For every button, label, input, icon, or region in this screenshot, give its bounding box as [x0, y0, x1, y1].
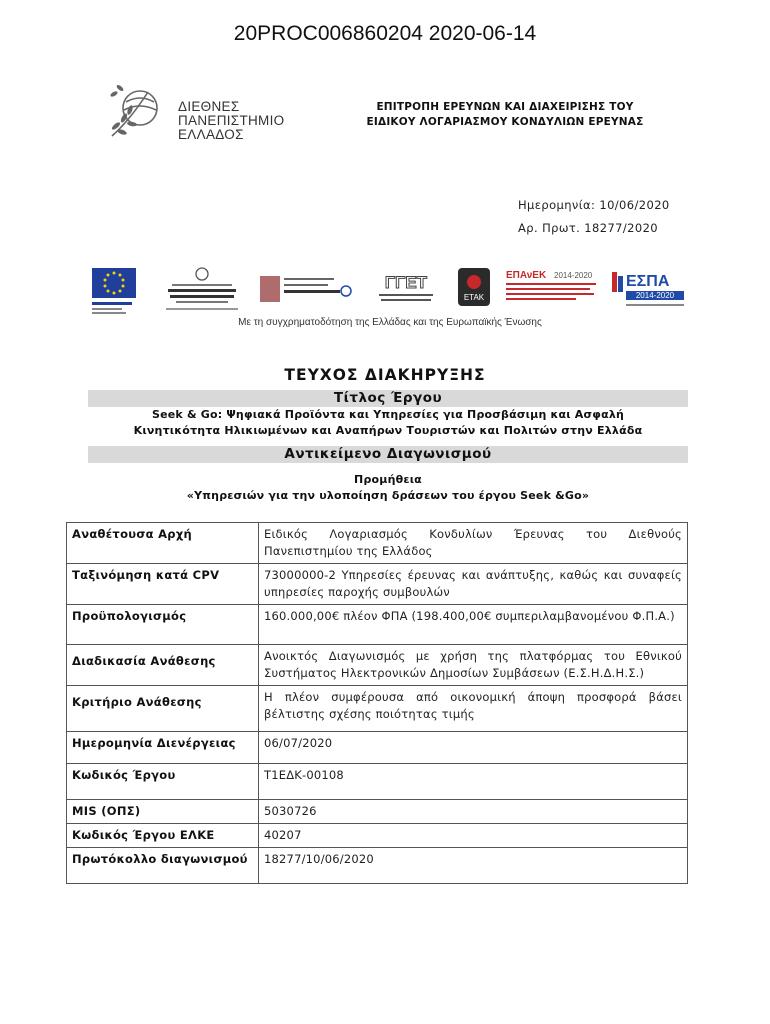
svg-text:2014-2020: 2014-2020 [635, 291, 675, 300]
table-row [67, 764, 688, 800]
table-row [67, 800, 688, 824]
row-value: 18277/10/06/2020 [259, 848, 688, 884]
row-key: Ταξινόμηση κατά CPV [67, 564, 259, 605]
table-row [67, 848, 688, 884]
tender-info-table [66, 522, 688, 884]
date-line: Ημερομηνία: 10/06/2020 [518, 198, 670, 212]
committee-heading [330, 100, 680, 130]
row-value: 40207 [259, 824, 688, 848]
cofunding-note: Με τη συγχρηματοδότηση της Ελλάδας και της Ευρωπαϊκής Ένωσης [238, 317, 542, 328]
row-value: 160.000,00€ πλέον ΦΠΑ (198.400,00€ συμπεριλαμβανομένου Φ.Π.Α.) [259, 605, 688, 645]
procurement-line-2: «Υπηρεσιών για την υλοποίηση δράσεων του έργου Seek &Go» [186, 489, 590, 502]
table-row [67, 686, 688, 732]
logo-line-2: ΠΑΝΕΠΙΣΤΗΜΙΟ [178, 113, 285, 128]
row-key: Αναθέτουσα Αρχή [67, 523, 259, 564]
olive-branch-icon [104, 80, 174, 146]
tender-title: ΤΕΥΧΟΣ ΔΙΑΚΗΡΥΞΗΣ [284, 366, 486, 384]
row-key: MIS (ΟΠΣ) [67, 800, 259, 824]
committee-line-1: ΕΠΙΤΡΟΠΗ ΕΡΕΥΝΩΝ ΚΑΙ ΔΙΑΧΕΙΡΙΣΗΣ ΤΟΥ [376, 101, 634, 113]
svg-text:ΕΠΑνΕΚ: ΕΠΑνΕΚ [506, 270, 547, 281]
row-key: Κωδικός Έργου ΕΛΚΕ [67, 824, 259, 848]
project-title-header: Τίτλος Έργου [88, 390, 688, 407]
procurement-description [88, 472, 688, 504]
espa-logo [610, 266, 690, 316]
logo-line-3: ΕΛΛΑΔΟΣ [178, 127, 244, 142]
row-value: Τ1ΕΔΚ-00108 [259, 764, 688, 800]
row-key: Κριτήριο Ανάθεσης [67, 686, 259, 732]
project-title [88, 407, 688, 439]
table-row [67, 564, 688, 605]
table-row [67, 523, 688, 564]
gsrt-logo [375, 266, 437, 316]
protocol-line: Αρ. Πρωτ. 18277/2020 [518, 221, 659, 235]
etak-logo [456, 266, 492, 316]
table-row [67, 645, 688, 686]
date-block [518, 194, 670, 240]
row-value: 06/07/2020 [259, 732, 688, 764]
ministry-development-logo [258, 266, 353, 316]
row-value: 5030726 [259, 800, 688, 824]
table-row [67, 824, 688, 848]
object-header: Αντικείμενο Διαγωνισμού [88, 446, 688, 463]
table-row [67, 732, 688, 764]
project-title-line-1: Seek & Go: Ψηφιακά Προϊόντα και Υπηρεσίες για Προσβάσιμη και Ασφαλή [151, 408, 625, 421]
svg-text:ΕΤΑΚ: ΕΤΑΚ [463, 293, 485, 302]
document-id: 20PROC006860204 2020-06-14 [233, 22, 537, 45]
svg-text:ΓΓΕΤ: ΓΓΕΤ [384, 273, 428, 292]
eu-flag-logo [90, 266, 146, 316]
project-title-line-2: Κινητικότητα Ηλικιωμένων και Αναπήρων Τουριστών και Πολιτών στην Ελλάδα [133, 424, 643, 437]
ministry-economy-logo [162, 266, 242, 316]
row-value: 73000000-2 Υπηρεσίες έρευνας και ανάπτυξης, καθώς και συναφείς υπηρεσίες παροχής συμβουλών [259, 564, 688, 605]
row-key: Διαδικασία Ανάθεσης [67, 645, 259, 686]
row-key: Πρωτόκολλο διαγωνισμού [67, 848, 259, 884]
row-key: Ημερομηνία Διενέργειας [67, 732, 259, 764]
row-value: Η πλέον συμφέρουσα από οικονομική άποψη προσφορά βάσει βέλτιστης σχέσης ποιότητας τιμής [259, 686, 688, 732]
svg-text:2014-2020: 2014-2020 [554, 271, 593, 280]
epanek-logo [504, 266, 600, 316]
row-key: Κωδικός Έργου [67, 764, 259, 800]
svg-text:ΕΣΠΑ: ΕΣΠΑ [626, 273, 670, 290]
logo-line-1: ΔΙΕΘΝΕΣ [178, 99, 240, 114]
table-row [67, 605, 688, 645]
row-value: Ανοικτός Διαγωνισμός με χρήση της πλατφόρμας του Εθνικού Συστήματος Ηλεκτρονικών Δημοσίων Συμβάσεων (Ε.Σ.Η.Δ.Η.Σ.) [259, 645, 688, 686]
row-key: Προϋπολογισμός [67, 605, 259, 645]
procurement-line-1: Προμήθεια [354, 473, 422, 486]
university-logo [104, 80, 294, 146]
committee-line-2: ΕΙΔΙΚΟΥ ΛΟΓΑΡΙΑΣΜΟΥ ΚΟΝΔΥΛΙΩΝ ΕΡΕΥΝΑΣ [366, 116, 644, 128]
row-value: Ειδικός Λογαριασμός Κονδυλίων Έρευνας του Διεθνούς Πανεπιστημίου της Ελλάδος [259, 523, 688, 564]
